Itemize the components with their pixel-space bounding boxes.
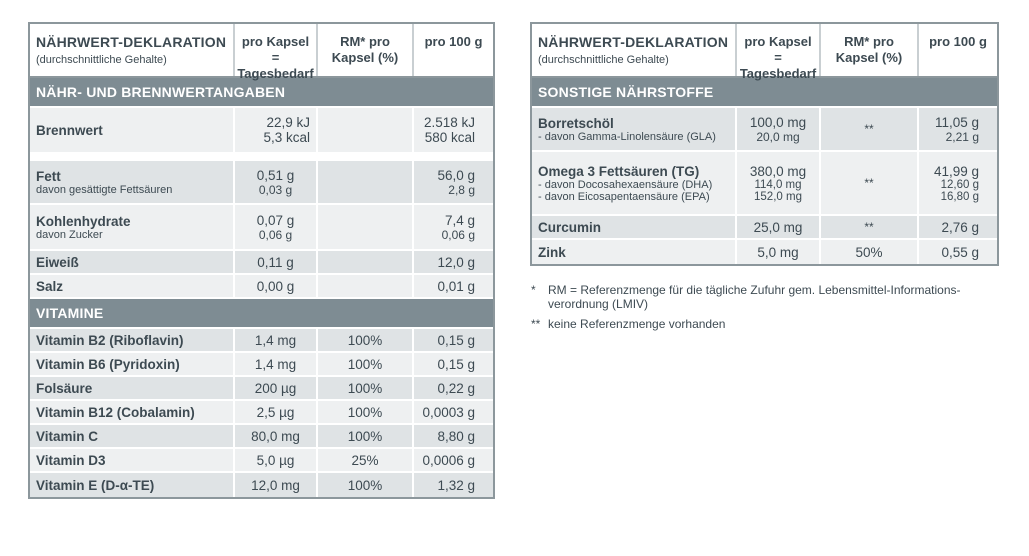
row-label: Salz xyxy=(36,278,64,294)
header-col-rm-label: RM* pro Kapsel (%) xyxy=(835,34,903,65)
table-row-salz xyxy=(30,275,493,299)
vitamin-per-capsule-cell xyxy=(235,377,318,399)
header-col-per-capsule xyxy=(235,24,318,81)
vitamin-rm: 100% xyxy=(347,477,383,493)
value-cell xyxy=(235,205,318,249)
value-cell xyxy=(737,240,821,264)
footnote-mark: ** xyxy=(531,317,541,331)
rm-cell xyxy=(318,108,414,152)
vitamin-name-cell xyxy=(30,425,235,447)
table-row-curcumin xyxy=(532,216,997,240)
rm-cell xyxy=(821,152,919,214)
row-label-cell xyxy=(30,205,235,249)
vitamin-per-capsule: 12,0 mg xyxy=(251,477,300,493)
value: 2,76 g xyxy=(941,219,979,235)
value: 16,80 g xyxy=(940,190,979,203)
vitamin-rm-cell xyxy=(318,329,414,351)
value: 22,9 kJ xyxy=(266,115,310,130)
vitamin-name: Vitamin B12 (Cobalamin) xyxy=(36,404,195,420)
footnote-rm xyxy=(531,283,1001,311)
vitamin-rm-cell xyxy=(318,353,414,375)
header-col-per100-label: pro 100 g xyxy=(424,34,483,49)
row-label: Brennwert xyxy=(36,122,103,138)
header-col-rm xyxy=(821,24,919,76)
vitamin-per-capsule: 200 µg xyxy=(254,380,297,396)
vitamin-rm: 100% xyxy=(347,332,383,348)
row-sublabel: - davon Eicosapentaensäure (EPA) xyxy=(538,190,710,203)
value-cell xyxy=(414,275,493,297)
row-label: Zink xyxy=(538,244,566,260)
vitamin-per-capsule-cell xyxy=(235,449,318,471)
vitamin-rm: 100% xyxy=(347,428,383,444)
value: 152,0 mg xyxy=(754,190,802,203)
vitamin-per100-cell xyxy=(414,449,493,471)
value: 56,0 g xyxy=(437,167,475,183)
table-row-borretschoel xyxy=(532,108,997,152)
table-row-vitamin xyxy=(30,449,493,473)
vitamin-name: Vitamin B6 (Pyridoxin) xyxy=(36,356,180,372)
vitamin-name-cell xyxy=(30,329,235,351)
header-col-per100-label: pro 100 g xyxy=(929,34,987,49)
value: 41,99 g xyxy=(933,163,979,179)
rm-cell xyxy=(318,251,414,273)
vitamin-per100-cell xyxy=(414,401,493,423)
value: 12,60 g xyxy=(940,178,979,191)
vitamin-per-capsule-cell xyxy=(235,425,318,447)
rm-cell xyxy=(821,108,919,150)
value: 0,06 g xyxy=(258,227,293,242)
header-title-cell xyxy=(30,24,235,76)
header-title: NÄHRWERT-DEKLARATION xyxy=(538,34,729,50)
value: 5,3 kcal xyxy=(263,130,310,145)
header-col-per100 xyxy=(414,24,493,76)
vitamin-per-capsule: 1,4 mg xyxy=(254,332,297,348)
table-row-vitamin xyxy=(30,473,493,497)
footnote-mark: * xyxy=(531,283,536,297)
table-row-vitamin xyxy=(30,425,493,449)
value: 380,0 mg xyxy=(749,163,807,179)
vitamin-per-capsule: 5,0 µg xyxy=(256,452,295,468)
row-label: Omega 3 Fettsäuren (TG) xyxy=(538,163,700,179)
header-subtitle: (durchschnittliche Gehalte) xyxy=(36,54,167,66)
row-label-cell xyxy=(30,108,235,152)
table-header xyxy=(532,24,997,81)
value-cell xyxy=(235,108,318,152)
vitamin-per-capsule: 80,0 mg xyxy=(251,428,300,444)
value: 7,4 g xyxy=(444,212,475,228)
row-sublabel: davon gesättigte Fettsäuren xyxy=(36,183,173,196)
section-header-other: SONSTIGE NÄHRSTOFFE xyxy=(532,78,997,108)
vitamin-per-capsule-cell xyxy=(235,353,318,375)
vitamin-per100-cell xyxy=(414,473,493,497)
rm-cell xyxy=(318,205,414,249)
rm-cell xyxy=(821,216,919,238)
vitamin-name: Folsäure xyxy=(36,380,93,396)
header-col-rm xyxy=(318,24,414,76)
vitamin-per100: 0,0003 g xyxy=(422,404,475,420)
header-col-per100 xyxy=(919,24,997,76)
vitamin-per100: 0,22 g xyxy=(437,380,475,396)
vitamin-rm: 100% xyxy=(347,404,383,420)
value: 2,21 g xyxy=(945,129,979,144)
header-col-rm-label: RM* pro Kapsel (%) xyxy=(331,34,399,65)
value: 5,0 mg xyxy=(757,244,799,260)
value-cell xyxy=(919,108,997,150)
value: 114,0 mg xyxy=(754,178,802,191)
row-label-cell xyxy=(30,275,235,297)
row-sublabel: - davon Gamma-Linolensäure (GLA) xyxy=(538,130,716,143)
row-label-cell xyxy=(30,251,235,273)
value: 12,0 g xyxy=(437,254,475,270)
vitamin-per100-cell xyxy=(414,377,493,399)
row-label-cell xyxy=(532,216,737,238)
vitamin-name-cell xyxy=(30,473,235,497)
row-label: Borretschöl xyxy=(538,115,614,131)
value-cell xyxy=(235,275,318,297)
value: 0,51 g xyxy=(256,167,295,183)
vitamin-per100-cell xyxy=(414,329,493,351)
vitamin-name: Vitamin B2 (Riboflavin) xyxy=(36,332,184,348)
value: 0,01 g xyxy=(437,278,475,294)
footnote-text: RM = Referenzmenge für die tägliche Zufuhr gem. Lebensmittel-Informations-verordnung (LMIV) xyxy=(548,283,961,311)
row-sublabel: - davon Docosahexaensäure (DHA) xyxy=(538,178,713,191)
table-row-vitamin xyxy=(30,329,493,353)
value-cell xyxy=(919,152,997,214)
vitamin-rm-cell xyxy=(318,473,414,497)
row-label: Curcumin xyxy=(538,219,602,235)
row-label-cell xyxy=(30,161,235,203)
vitamin-per-capsule-cell xyxy=(235,329,318,351)
row-label: Kohlenhydrate xyxy=(36,213,131,229)
table-row-vitamin xyxy=(30,401,493,425)
header-subtitle: (durchschnittliche Gehalte) xyxy=(538,54,669,66)
vitamin-name-cell xyxy=(30,449,235,471)
value: 2,8 g xyxy=(448,182,475,197)
row-label-cell xyxy=(532,240,737,264)
table-row-vitamin xyxy=(30,377,493,401)
table-row-kohlenhydrate xyxy=(30,205,493,251)
vitamin-rows xyxy=(30,329,493,497)
row-label-cell xyxy=(532,108,737,150)
value: 0,07 g xyxy=(256,212,295,228)
value: 580 kcal xyxy=(424,130,475,145)
table-row-zink xyxy=(532,240,997,264)
value: 2.518 kJ xyxy=(423,115,475,130)
vitamin-rm-cell xyxy=(318,377,414,399)
vitamin-name: Vitamin C xyxy=(36,428,99,444)
rm-value: ** xyxy=(864,122,874,136)
vitamin-name-cell xyxy=(30,377,235,399)
header-col-per-capsule-label: pro Kapsel = Tagesbedarf xyxy=(739,34,817,81)
row-sublabel: davon Zucker xyxy=(36,228,103,241)
vitamin-rm: 100% xyxy=(347,380,383,396)
footnote-no-rm xyxy=(531,317,1001,331)
footnotes xyxy=(531,283,1001,337)
vitamin-per100: 0,15 g xyxy=(437,356,475,372)
header-col-per-capsule xyxy=(737,24,821,81)
table-row-fett xyxy=(30,161,493,205)
header-col-per-capsule-label: pro Kapsel = Tagesbedarf xyxy=(237,34,314,81)
value: 0,03 g xyxy=(258,182,293,197)
value-cell xyxy=(414,205,493,249)
vitamin-per-capsule: 2,5 µg xyxy=(256,404,295,420)
rm-value: 50% xyxy=(855,244,883,260)
value: 100,0 mg xyxy=(749,114,807,130)
rm-cell xyxy=(318,275,414,297)
value-cell xyxy=(235,161,318,203)
section-header-energy: NÄHR- UND BRENNWERTANGABEN xyxy=(30,78,493,108)
value-cell xyxy=(235,251,318,273)
rm-value: ** xyxy=(864,176,874,190)
value: 20,0 mg xyxy=(756,129,800,144)
table-header xyxy=(30,24,493,81)
vitamin-rm: 25% xyxy=(351,452,379,468)
vitamin-per100: 1,32 g xyxy=(437,477,475,493)
header-title-cell xyxy=(532,24,737,76)
value: 0,00 g xyxy=(256,278,295,294)
value-cell xyxy=(737,108,821,150)
table-row-eiweiss xyxy=(30,251,493,275)
vitamin-per-capsule: 1,4 mg xyxy=(254,356,297,372)
value: 0,55 g xyxy=(941,244,979,260)
vitamin-rm: 100% xyxy=(347,356,383,372)
row-label-cell xyxy=(532,152,737,214)
value-cell xyxy=(737,152,821,214)
header-title: NÄHRWERT-DEKLARATION xyxy=(36,34,227,50)
vitamin-rm-cell xyxy=(318,449,414,471)
vitamin-per-capsule-cell xyxy=(235,401,318,423)
nutrition-table-right xyxy=(530,22,999,266)
vitamin-per100: 8,80 g xyxy=(437,428,475,444)
table-row-omega3 xyxy=(532,152,997,216)
vitamin-name: Vitamin E (D-α-TE) xyxy=(36,477,155,493)
value-cell xyxy=(919,216,997,238)
value-cell xyxy=(414,251,493,273)
vitamin-per-capsule-cell xyxy=(235,473,318,497)
vitamin-per100: 0,0006 g xyxy=(422,452,475,468)
table-row-brennwert xyxy=(30,108,493,154)
vitamin-name: Vitamin D3 xyxy=(36,452,106,468)
section-header-vitamins: VITAMINE xyxy=(30,299,493,329)
row-label: Fett xyxy=(36,168,61,184)
vitamin-name-cell xyxy=(30,353,235,375)
row-spacer xyxy=(30,154,493,161)
table-row-vitamin xyxy=(30,353,493,377)
value: 25,0 mg xyxy=(753,219,803,235)
footnote-text: keine Referenzmenge vorhanden xyxy=(548,317,726,331)
rm-cell xyxy=(318,161,414,203)
value-cell xyxy=(414,161,493,203)
value: 0,11 g xyxy=(257,254,294,270)
vitamin-per100: 0,15 g xyxy=(437,332,475,348)
vitamin-per100-cell xyxy=(414,353,493,375)
value: 11,05 g xyxy=(934,114,979,130)
rm-cell xyxy=(821,240,919,264)
rm-value: ** xyxy=(864,220,874,234)
row-label: Eiweiß xyxy=(36,254,79,270)
vitamin-rm-cell xyxy=(318,401,414,423)
vitamin-per100-cell xyxy=(414,425,493,447)
vitamin-rm-cell xyxy=(318,425,414,447)
value-cell xyxy=(737,216,821,238)
nutrition-table-left xyxy=(28,22,495,499)
value: 0,06 g xyxy=(441,227,475,242)
vitamin-name-cell xyxy=(30,401,235,423)
value-cell xyxy=(919,240,997,264)
value-cell xyxy=(414,108,493,152)
